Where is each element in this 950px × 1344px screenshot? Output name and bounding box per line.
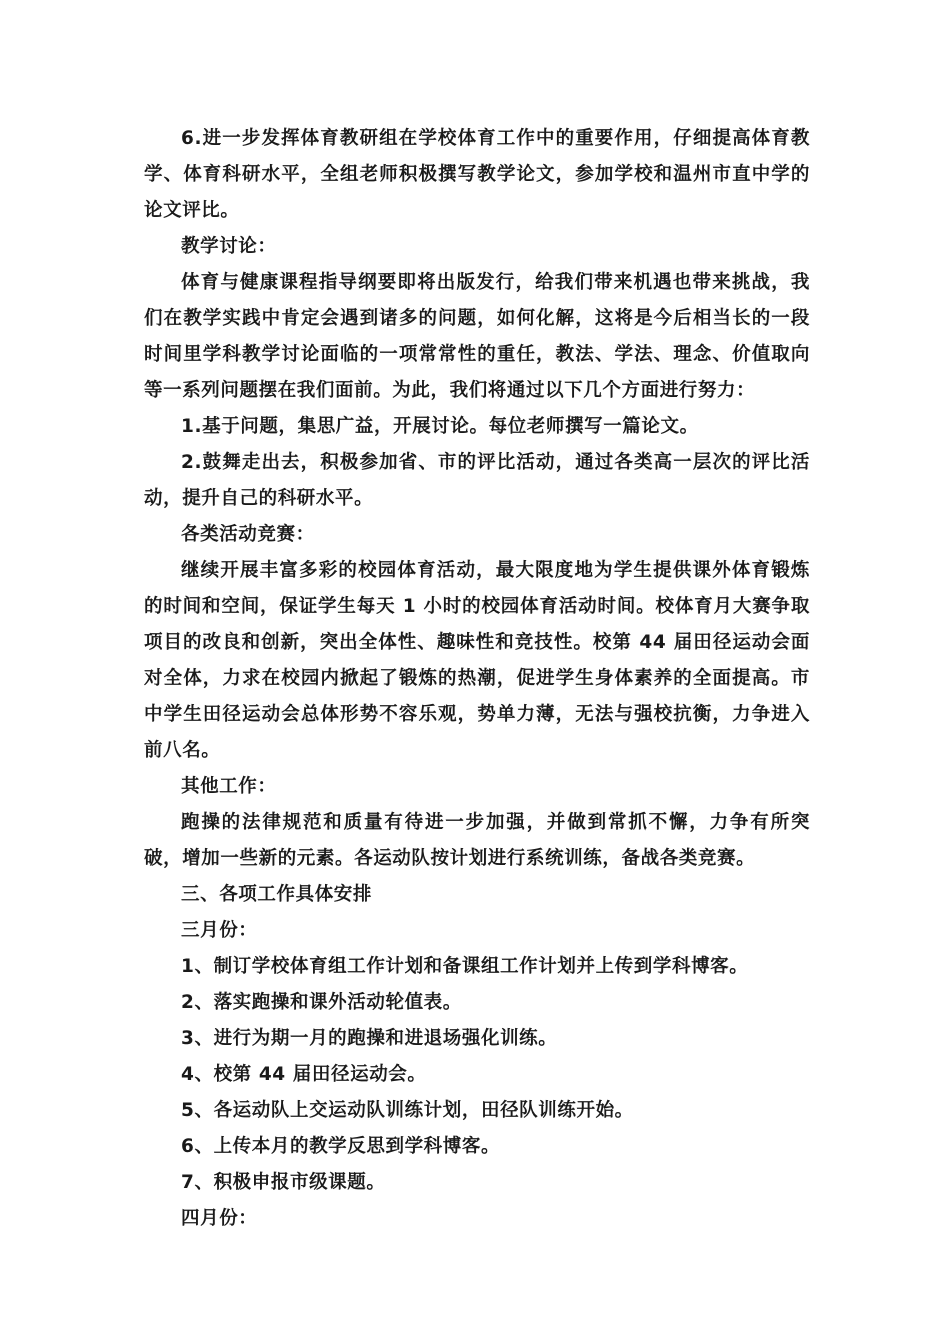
march-item-2: 2、落实跑操和课外活动轮值表。 bbox=[181, 992, 462, 1013]
discussion-item-1: 1.基于问题，集思广益，开展讨论。每位老师撰写一篇论文。 bbox=[181, 416, 699, 437]
march-item-5: 5、各运动队上交运动队训练计划，田径队训练开始。 bbox=[181, 1100, 634, 1121]
paragraph-teaching-discussion: 体育与健康课程指导纲要即将出版发行，给我们带来机遇也带来挑战，我们在教学实践中肯定会遇到诸多的问题，如何化解，这将是今后相当长的一段时间里学科教学讨论面临的一项常常性的重任，教法、学法、理念、价值取向等一系列问题摆在我们面前。为此，我们将通过以下几个方面进行努力： bbox=[144, 272, 810, 401]
march-item-4: 4、校第 44 届田径运动会。 bbox=[181, 1064, 427, 1085]
month-heading-march: 三月份： bbox=[181, 920, 258, 941]
section-heading-other-work: 其他工作： bbox=[181, 776, 277, 797]
paragraph-item-6: 6.进一步发挥体育教研组在学校体育工作中的重要作用，仔细提高体育教学、体育科研水平，全组老师积极撰写教学论文，参加学校和温州市直中学的论文评比。 bbox=[144, 128, 810, 221]
march-item-6: 6、上传本月的教学反思到学科博客。 bbox=[181, 1136, 501, 1157]
section-heading-schedule: 三、各项工作具体安排 bbox=[181, 884, 373, 905]
paragraph-competitions: 继续开展丰富多彩的校园体育活动，最大限度地为学生提供课外体育锻炼的时间和空间，保证学生每天 1 小时的校园体育活动时间。校体育月大赛争取项目的改良和创新，突出全体性、趣味性和竞技性。校第 44 届田径运动会面对全体，力求在校园内掀起了锻炼的热潮，促进学生身体素养的全面提高。市中学生田径运动会总体形势不容乐观，势单力薄，无法与强校抗衡，力争进入前八名。 bbox=[144, 560, 810, 761]
march-item-1: 1、制订学校体育组工作计划和备课组工作计划并上传到学科博客。 bbox=[181, 956, 749, 977]
month-heading-april: 四月份： bbox=[181, 1208, 258, 1229]
discussion-item-2: 2.鼓舞走出去，积极参加省、市的评比活动，通过各类高一层次的评比活动，提升自己的科研水平。 bbox=[144, 452, 810, 509]
march-item-3: 3、进行为期一月的跑操和进退场强化训练。 bbox=[181, 1028, 558, 1049]
section-heading-teaching-discussion: 教学讨论： bbox=[181, 236, 277, 257]
march-item-7: 7、积极申报市级课题。 bbox=[181, 1172, 386, 1193]
document-body bbox=[144, 121, 810, 1237]
paragraph-other-work: 跑操的法律规范和质量有待进一步加强，并做到常抓不懈，力争有所突破，增加一些新的元素。各运动队按计划进行系统训练，备战各类竞赛。 bbox=[144, 812, 810, 869]
section-heading-competitions: 各类活动竞赛： bbox=[181, 524, 315, 545]
